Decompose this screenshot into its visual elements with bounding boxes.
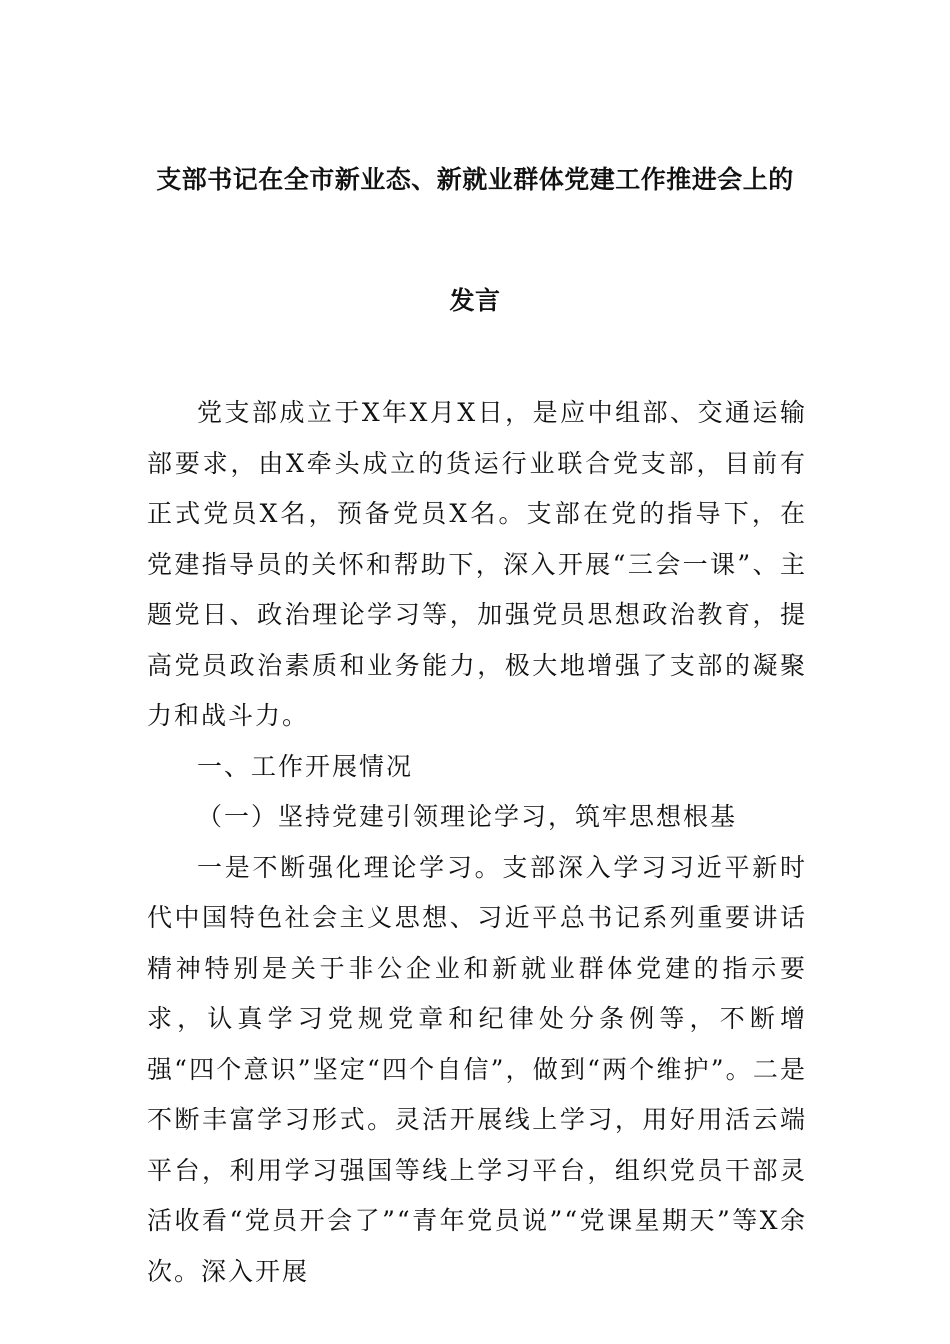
subsection-heading-1: （一）坚持党建引领理论学习，筑牢思想根基 xyxy=(197,802,738,831)
document-body xyxy=(147,388,807,1297)
section-heading-1: 一、工作开展情况 xyxy=(197,751,414,781)
document-title-line-2: 发言 xyxy=(449,286,501,315)
intro-paragraph: 党支部成立于X年X月X日，是应中组部、交通运输部要求，由X牵头成立的货运行业联合党支部，目前有正式党员X名，预备党员X名。支部在党的指导下，在党建指导员的关怀和帮助下，深入开展“三会一课”、主题党日、政治理论学习等，加强党员思想政治教育，提高党员政治素质和业务能力，极大地增强了支部的凝聚力和战斗力。 xyxy=(147,398,807,730)
document-title-line-1: 支部书记在全市新业态、新就业群体党建工作推进会上的 xyxy=(156,165,794,194)
body-paragraph-1: 一是不断强化理论学习。支部深入学习习近平新时代中国特色社会主义思想、习近平总书记系列重要讲话精神特别是关于非公企业和新就业群体党建的指示要求，认真学习党规党章和纪律处分条例等，不断增强“四个意识”坚定“四个自信”，做到“两个维护”。二是不断丰富学习形式。灵活开展线上学习，用好用活云端平台，利用学习强国等线上学习平台，组织党员干部灵活收看“党员开会了”“青年党员说”“党课星期天”等X余次。深入开展 xyxy=(147,852,807,1286)
